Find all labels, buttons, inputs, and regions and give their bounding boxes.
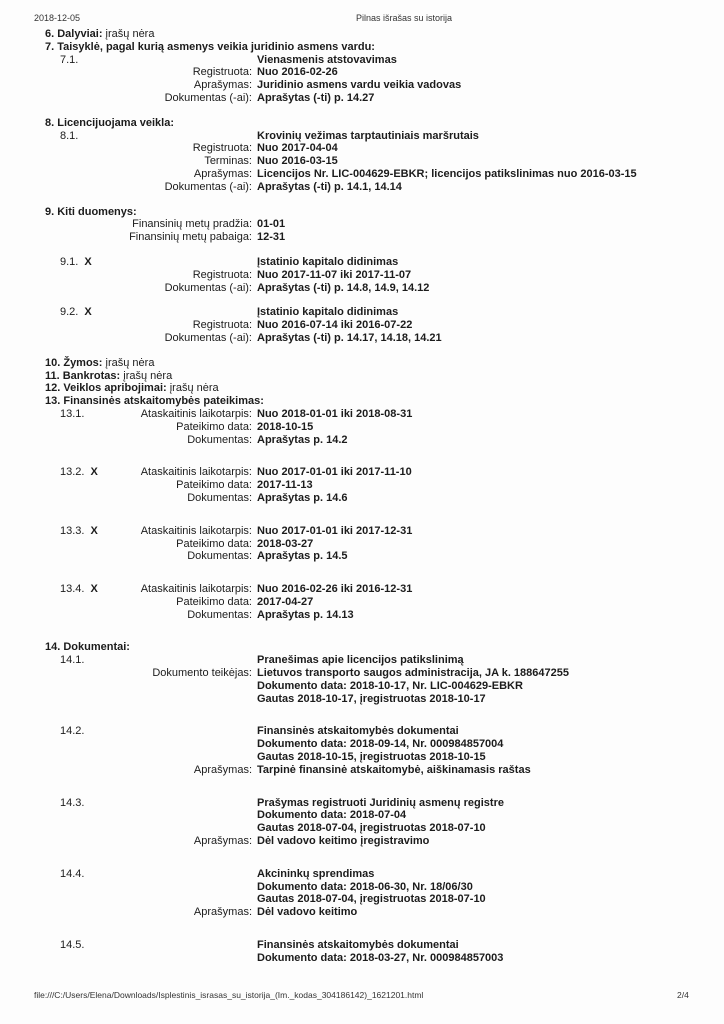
field-label: Dokumentas (-ai): bbox=[164, 91, 252, 104]
document-body bbox=[0, 28, 724, 965]
field-label: Terminas: bbox=[204, 155, 252, 168]
field-value: Juridinio asmens vardu veikia vadovas bbox=[257, 79, 462, 92]
doc-row bbox=[0, 693, 724, 706]
file-path: file:///C:/Users/Elena/Downloads/Isplestinis_israsas_su_istorija_(Im._kodas_304186142)_1621201.html bbox=[34, 990, 424, 1000]
item-row bbox=[0, 54, 724, 67]
field-row bbox=[0, 142, 724, 155]
field-label: Pateikimo data: bbox=[176, 595, 252, 608]
section-12 bbox=[0, 382, 724, 395]
field-value: Dokumento data: 2018-07-04 bbox=[257, 809, 407, 822]
field-label: Ataskaitinis laikotarpis: bbox=[140, 466, 252, 479]
field-label: Aprašymas: bbox=[193, 906, 252, 919]
doc-row bbox=[0, 725, 724, 738]
field-value: Lietuvos transporto saugos administracija, JA k. 188647255 bbox=[257, 667, 569, 680]
item-number: 13.2. X bbox=[60, 466, 98, 479]
section-heading: 9. Kiti duomenys: bbox=[45, 205, 137, 218]
field-value: Nuo 2017-01-01 iki 2017-11-10 bbox=[257, 466, 412, 479]
field-value: Gautas 2018-10-17, įregistruotas 2018-10-17 bbox=[257, 692, 486, 705]
print-date: 2018-12-05 bbox=[34, 13, 81, 23]
section-heading: 6. Dalyviai: bbox=[45, 28, 103, 40]
doc-title: Pranešimas apie licencijos patikslinimą bbox=[257, 654, 464, 667]
field-value: 2017-04-27 bbox=[257, 595, 314, 608]
field-value: Aprašytas p. 14.6 bbox=[257, 491, 348, 504]
field-value: Nuo 2016-02-26 bbox=[257, 66, 338, 79]
field-value: Aprašytas (-ti) p. 14.8, 14.9, 14.12 bbox=[257, 281, 430, 294]
field-row bbox=[0, 319, 724, 332]
item-number: 8.1. bbox=[60, 129, 79, 142]
field-row bbox=[0, 550, 724, 563]
field-row bbox=[0, 609, 724, 622]
item-row bbox=[0, 130, 724, 143]
section-7-heading bbox=[0, 41, 724, 54]
field-value: Nuo 2016-07-14 iki 2016-07-22 bbox=[257, 319, 413, 332]
field-value: Licencijos Nr. LIC-004629-EBKR; licencijos patikslinimas nuo 2016-03-15 bbox=[257, 167, 637, 180]
doc-row bbox=[0, 654, 724, 667]
field-value: 2017-11-13 bbox=[257, 479, 313, 492]
field-value: 2018-03-27 bbox=[257, 537, 314, 550]
field-label: Dokumento teikėjas: bbox=[152, 667, 252, 680]
item-title: Įstatinio kapitalo didinimas bbox=[257, 255, 399, 268]
field-label: Dokumentas: bbox=[187, 433, 252, 446]
field-label: Pateikimo data: bbox=[176, 479, 252, 492]
item-number: 14.2. bbox=[60, 725, 85, 738]
doc-row bbox=[0, 893, 724, 906]
field-label: Dokumentas (-ai): bbox=[164, 180, 252, 193]
field-row bbox=[0, 583, 724, 596]
section-heading: 14. Dokumentai: bbox=[45, 641, 130, 654]
field-row bbox=[0, 92, 724, 105]
item-number: 13.3. X bbox=[60, 524, 98, 537]
section-heading: 11. Bankrotas: bbox=[45, 369, 121, 382]
field-row bbox=[0, 218, 724, 231]
page-number: 2/4 bbox=[677, 990, 689, 1000]
item-number: 7.1. bbox=[60, 53, 79, 66]
cancelled-mark: X bbox=[84, 306, 92, 319]
field-row bbox=[0, 168, 724, 181]
item-title: Įstatinio kapitalo didinimas bbox=[257, 306, 399, 319]
field-row bbox=[0, 181, 724, 194]
field-value: Dokumento data: 2018-03-27, Nr. 000984857003 bbox=[257, 951, 504, 964]
cancelled-mark: X bbox=[90, 466, 98, 479]
field-label: Dokumentas (-ai): bbox=[164, 331, 252, 344]
doc-title: Finansinės atskaitomybės dokumentai bbox=[257, 725, 459, 738]
field-label: Dokumentas: bbox=[187, 608, 252, 621]
doc-row bbox=[0, 764, 724, 777]
field-label: Finansinių metų pabaiga: bbox=[129, 231, 252, 244]
item-number: 9.2. X bbox=[60, 306, 92, 319]
field-value: 2018-10-15 bbox=[257, 420, 314, 433]
field-value: Dokumento data: 2018-09-14, Nr. 000984857004 bbox=[257, 738, 504, 751]
field-value: 12-31 bbox=[257, 231, 286, 244]
section-10 bbox=[0, 357, 724, 370]
field-label: Finansinių metų pradžia: bbox=[132, 218, 252, 231]
field-value: Dėl vadovo keitimo bbox=[257, 906, 358, 919]
field-row bbox=[0, 421, 724, 434]
field-label: Aprašymas: bbox=[193, 763, 252, 776]
field-row bbox=[0, 596, 724, 609]
doc-row bbox=[0, 822, 724, 835]
print-title: Pilnas išrašas su istorija bbox=[356, 13, 453, 23]
field-value: Gautas 2018-07-04, įregistruotas 2018-07-10 bbox=[257, 893, 486, 906]
field-value: Aprašytas p. 14.13 bbox=[257, 608, 354, 621]
item-number: 14.3. bbox=[60, 796, 85, 809]
section-text: įrašų nėra bbox=[105, 356, 155, 369]
field-value: Aprašytas p. 14.2 bbox=[257, 433, 348, 446]
field-row bbox=[0, 269, 724, 282]
field-label: Pateikimo data: bbox=[176, 537, 252, 550]
section-text: įrašų nėra bbox=[105, 28, 155, 40]
section-9-heading bbox=[0, 206, 724, 219]
doc-row bbox=[0, 906, 724, 919]
field-label: Registruota: bbox=[192, 319, 252, 332]
field-value: Dokumento data: 2018-10-17, Nr. LIC-004629-EBKR bbox=[257, 679, 523, 692]
field-label: Dokumentas (-ai): bbox=[164, 281, 252, 294]
field-value: Aprašytas p. 14.5 bbox=[257, 550, 348, 563]
field-value: Tarpinė finansinė atskaitomybė, aiškinamasis raštas bbox=[257, 763, 531, 776]
field-value: Aprašytas (-ti) p. 14.27 bbox=[257, 91, 375, 104]
field-label: Registruota: bbox=[192, 142, 252, 155]
field-row bbox=[0, 466, 724, 479]
field-row bbox=[0, 332, 724, 345]
item-row bbox=[0, 256, 724, 269]
field-row bbox=[0, 408, 724, 421]
section-heading: 13. Finansinės atskaitomybės pateikimas: bbox=[45, 395, 264, 408]
item-number: 14.1. bbox=[60, 654, 85, 667]
section-text: įrašų nėra bbox=[123, 369, 173, 382]
field-value: Nuo 2017-01-01 iki 2017-12-31 bbox=[257, 524, 413, 537]
doc-row bbox=[0, 939, 724, 952]
cancelled-mark: X bbox=[90, 524, 98, 537]
doc-title: Finansinės atskaitomybės dokumentai bbox=[257, 939, 459, 952]
field-value: Gautas 2018-07-04, įregistruotas 2018-07-10 bbox=[257, 822, 486, 835]
doc-row bbox=[0, 868, 724, 881]
doc-title: Akcininkų sprendimas bbox=[257, 867, 375, 880]
field-label: Registruota: bbox=[192, 66, 252, 79]
field-row bbox=[0, 155, 724, 168]
field-value: Nuo 2017-04-04 bbox=[257, 142, 338, 155]
section-heading: 12. Veiklos apribojimai: bbox=[45, 382, 167, 395]
field-value: Gautas 2018-10-15, įregistruotas 2018-10-15 bbox=[257, 751, 486, 764]
doc-row bbox=[0, 680, 724, 693]
item-number: 13.1. bbox=[60, 407, 85, 420]
section-heading: 7. Taisyklė, pagal kurią asmenys veikia juridinio asmens vardu: bbox=[45, 40, 375, 53]
item-row bbox=[0, 306, 724, 319]
field-row bbox=[0, 525, 724, 538]
doc-row bbox=[0, 952, 724, 965]
field-value: Nuo 2016-03-15 bbox=[257, 155, 338, 168]
doc-row bbox=[0, 797, 724, 810]
field-value: Aprašytas (-ti) p. 14.1, 14.14 bbox=[257, 180, 402, 193]
doc-row bbox=[0, 751, 724, 764]
section-6 bbox=[0, 28, 724, 41]
item-title: Krovinių vežimas tarptautiniais maršrutais bbox=[257, 129, 479, 142]
field-label: Ataskaitinis laikotarpis: bbox=[140, 407, 252, 420]
item-number: 9.1. X bbox=[60, 255, 92, 268]
section-14-heading bbox=[0, 641, 724, 654]
field-value: Dėl vadovo keitimo įregistravimo bbox=[257, 835, 430, 848]
item-title: Vienasmenis atstovavimas bbox=[257, 53, 397, 66]
doc-row bbox=[0, 809, 724, 822]
field-label: Pateikimo data: bbox=[176, 420, 252, 433]
field-row bbox=[0, 434, 724, 447]
cancelled-mark: X bbox=[84, 255, 92, 268]
field-row bbox=[0, 231, 724, 244]
field-row bbox=[0, 79, 724, 92]
field-row bbox=[0, 66, 724, 79]
doc-row bbox=[0, 835, 724, 848]
field-label: Dokumentas: bbox=[187, 550, 252, 563]
section-8-heading bbox=[0, 117, 724, 130]
doc-title: Prašymas registruoti Juridinių asmenų registre bbox=[257, 796, 504, 809]
section-11 bbox=[0, 370, 724, 383]
doc-row bbox=[0, 738, 724, 751]
cancelled-mark: X bbox=[90, 583, 98, 596]
field-label: Dokumentas: bbox=[187, 491, 252, 504]
field-value: Dokumento data: 2018-06-30, Nr. 18/06/30 bbox=[257, 880, 473, 893]
field-row bbox=[0, 479, 724, 492]
field-value: Aprašytas (-ti) p. 14.17, 14.18, 14.21 bbox=[257, 331, 442, 344]
field-value: Nuo 2016-02-26 iki 2016-12-31 bbox=[257, 583, 413, 596]
section-text: įrašų nėra bbox=[169, 382, 219, 395]
section-heading: 10. Žymos: bbox=[45, 356, 103, 369]
item-number: 14.5. bbox=[60, 939, 85, 952]
field-row bbox=[0, 538, 724, 551]
field-label: Registruota: bbox=[192, 268, 252, 281]
field-value: 01-01 bbox=[257, 218, 286, 231]
field-label: Ataskaitinis laikotarpis: bbox=[140, 524, 252, 537]
item-number: 13.4. X bbox=[60, 583, 98, 596]
field-value: Nuo 2018-01-01 iki 2018-08-31 bbox=[257, 407, 413, 420]
item-number: 14.4. bbox=[60, 867, 85, 880]
field-row bbox=[0, 282, 724, 295]
doc-row bbox=[0, 667, 724, 680]
field-label: Aprašymas: bbox=[193, 835, 252, 848]
field-row bbox=[0, 492, 724, 505]
field-label: Ataskaitinis laikotarpis: bbox=[140, 583, 252, 596]
section-13-heading bbox=[0, 395, 724, 408]
doc-row bbox=[0, 881, 724, 894]
field-label: Aprašymas: bbox=[193, 167, 252, 180]
field-label: Aprašymas: bbox=[193, 79, 252, 92]
field-value: Nuo 2017-11-07 iki 2017-11-07 bbox=[257, 268, 412, 281]
section-heading: 8. Licencijuojama veikla: bbox=[45, 116, 175, 129]
